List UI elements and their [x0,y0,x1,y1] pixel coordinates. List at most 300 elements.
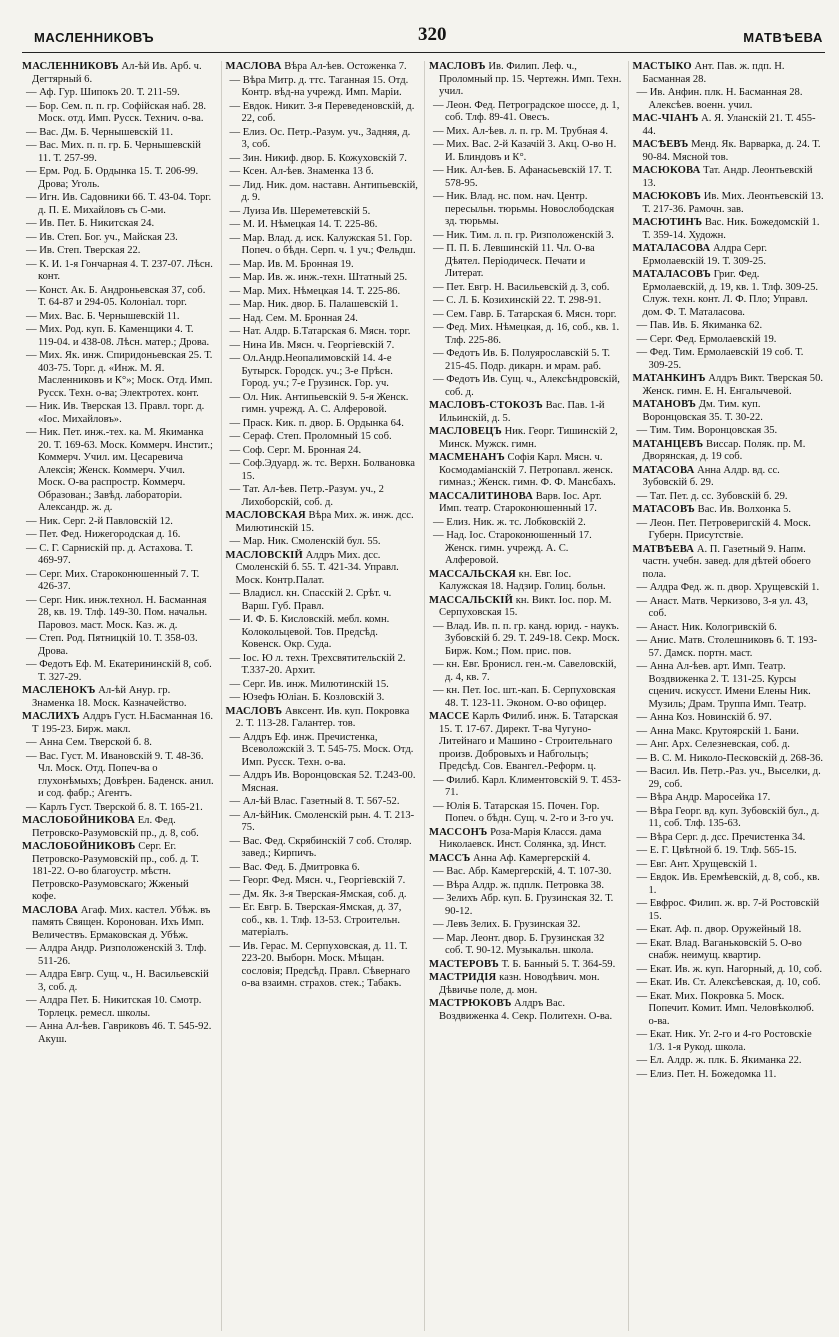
entry-surname: МАТАСОВЪ [632,504,695,515]
directory-entry [22,802,215,815]
directory-entry [226,101,419,126]
directory-entry [429,295,622,308]
directory-entry [226,875,419,888]
entry-text: Анна Коз. Новинскій б. 97. [649,712,772,723]
entry-text: Анна Алдр. вд. сс. Зубовскій б. 29. [642,464,780,488]
entry-text: Ал-ѣй Анур. гр. Знаменка 18. Моск. Казначейство. [32,685,187,709]
entry-surname: МАСЛОВЪ [429,61,486,72]
directory-entry [429,569,622,594]
entry-surname: МАТАСОВА [632,464,695,476]
entry-text: Ив. Филип. Леф. ч., Проломный пр. 15. Чертежн. Имп. Техн. учил. [439,61,622,97]
directory-entry [429,230,622,243]
entry-text: Е. Г. Цвѣтной б. 19. Тлф. 565-15. [649,845,797,856]
directory-entry [633,977,826,990]
directory-entry [226,588,419,613]
directory-entry [429,893,622,918]
entry-text: Мар. Мих. Нѣмецкая 14. Т. 225-86. [242,285,401,297]
directory-entry [226,484,419,509]
entry-text: Влад. Ив. п. п. гр. канд. юрид. - наукъ. Зубовскій б. 29. Т. 249-18. Секр. Моск. Бирж. Ком.; Пом. прис. пов. [445,620,620,657]
entry-surname: МАССОНЪ [429,826,488,838]
directory-entry [633,320,826,333]
directory-entry [226,313,419,326]
directory-entry [22,245,215,258]
entry-text: Софія Карл. Мясн. ч. Космодаміанскій 7. Петропавл. женск. гимназ.; Женск. гимн. Ф. Ф. Мансбахъ. [439,452,616,488]
entry-surname: МАСѢЕВЪ [632,139,689,150]
entry-text: Евфрос. Филип. ж. вр. 7-й Ростовскій 15. [648,898,820,922]
entry-text: Ерм. Род. Б. Ордынка 15. Т. 206-99. Дрова; Уголь. [38,166,199,190]
entry-text: казн. Новодѣвич. мон. Дѣвичье поле, д. мон. [439,972,600,996]
directory-entry [22,259,215,284]
entry-text: Фед. Тим. Ермолаевскій 19 соб. Т. 309-25. [648,347,804,371]
entry-text: Георг. Фед. Мясн. ч., Георгіевскій 7. [242,875,406,886]
directory-entry [226,233,419,258]
directory-entry [226,431,419,444]
entry-text: Вѣра Алдр. ж. пдплк. Петровка 38. [446,879,604,891]
entry-text: Мар. Влад. д. иск. Калужская 51. Гор. Попеч. о бѣдн. Серп. ч. 1 уч.; Фельдш. [241,232,416,256]
directory-entry [429,243,622,281]
directory-entry [429,827,622,852]
entry-text: Вас. Дм. Б. Чернышевскій 11. [39,126,174,138]
entry-text: Вас. Мих. п. п. гр. Б. Чернышевскій 11. Т. 257-99. [38,140,201,164]
entry-text: Ник. Ив. Тверская 13. Правл. торг. д. «Іос. Михайловъ». [38,401,205,425]
directory-entry [633,938,826,963]
entry-text: Вѣра Митр. д. ттс. Таганная 15. Отд. Контр. вѣд-на учрежд. Имп. Маріи. [241,74,409,98]
entry-text: Агаф. Мих. кастел. Убѣж. въ память Священ. Коронован. Ихъ Имп. Величествъ. Ермаковская д. Убѣж. [32,904,211,941]
entry-text: Мар. Ник. Смоленскій бул. 55. [242,536,381,547]
entry-text: кн. Пет. Іос. шт.-кап. Б. Серпуховская 48. Т. 123-11. Эконом. О-во офицер. [445,685,616,709]
entry-text: Вас. Густ. М. Ивановскій 9. Т. 48-36. Чл. Моск. Отд. Попеч-ва о глухонѣмыхъ; Довѣрен. Баденск. анил. и сод. фабр.; Агентъ. [38,750,214,799]
directory-entry [429,919,622,932]
entry-text: Вѣра Серг. д. дсс. Пречистенка 34. [649,831,806,843]
directory-entry [633,991,826,1029]
directory-entry [429,126,622,139]
entry-text: Тат. Андр. Леонтьевскій 13. [642,165,813,189]
entry-text: Мар. Ник. двор. Б. Палашевскій 1. [242,299,399,310]
directory-entry [633,726,826,739]
entry-text: Сераф. Степ. Проломный 15 соб. [242,431,392,442]
directory-entry [226,810,419,835]
directory-entry [226,889,419,902]
entry-text: Ол. Ник. Антипьевскій 9. 5-я Женск. гимн. учрежд. А. С. Алферовой. [241,391,409,415]
directory-entry [22,324,215,349]
directory-entry [22,311,215,324]
directory-entry [633,269,826,319]
entry-text: Леон. Пет. Петроверигскій 4. Моск. Губерн. Присутствіе. [648,517,811,541]
entry-text: Серг. Ник. инж.технол. Н. Басманная 28, кв. 19. Тлф. 149-30. Пом. начальн. Паровоз. маст. Моск. Каз. ж. д. [38,594,208,631]
entry-text: Ник. Ал-ѣев. Б. Афанасьевскій 17. Т. 578-95. [445,165,613,189]
entry-text: Тат. Пет. д. сс. Зубовскій б. 29. [649,490,788,502]
entry-surname: МАСЮКОВА [632,165,701,176]
directory-entry [22,61,215,86]
entry-surname: МАСЮТИНЪ [632,217,703,228]
entry-text: Алдра Фед. ж. п. двор. Хрущевскій 1. [649,582,820,593]
entry-text: Ал-ѣй Влас. Газетный 8. Т. 567-52. [242,796,400,807]
entry-text: Серг. Ег. Петровско-Разумовскій пр., соб. д. Т. 181-22. О-во благоустр. мѣстн. Петровско-Разумовскаго; Жженый кофе. [32,841,199,902]
entry-text: Вас. Фед. Б. Дмитровка 6. [242,861,360,873]
directory-entry [22,529,215,542]
entry-surname: МАС-ЧІАНЪ [632,113,699,124]
directory-entry [429,959,622,972]
column-4 [628,61,826,1331]
entry-surname: МАСЛОВСКАЯ [225,510,306,521]
entry-text: Ксен. Ал-ѣев. Знаменка 13 б. [242,166,374,177]
directory-entry [22,711,215,736]
entry-text: Ник. Георг. Тишинскій 2, Минск. Мужск. гимн. [439,426,618,450]
entry-text: Мар. Ив. М. Бронная 19. [242,258,354,270]
directory-entry [226,166,419,179]
entry-text: Ник. Влад. нс. пом. нач. Центр. пересыльн. тюрьмы. Новослободская зд. тюрьмы. [445,191,615,227]
entry-text: Серг. Мих. Староконюшенный 7. Т. 426-37. [38,568,200,592]
directory-entry [22,633,215,658]
entry-text: Алдръ Еф. инж. Пречистенка, Всеволожскій 3. Т. 545-75. Моск. Отд. Имп. Русск. Техн. о-ва. [241,731,414,768]
directory-entry [633,898,826,923]
entry-text: Евдок. Никит. 3-я Переведеновскій, д. 22, соб. [241,100,415,124]
directory-entry [22,427,215,515]
directory-entry [633,61,826,86]
entry-text: Соф.Эдуард. ж. тс. Верхн. Болвановка 15. [241,458,415,482]
entry-text: Мих. Як. инж. Спиридоньевская 25. Т. 403-75. Торг. д. «Инж. М. Я. Масленниковъ и К°»; Моск. Отд. Имп. Русск. Техн. о-ва; Электротех. конт. [38,350,213,399]
entry-text: Пет. Фед. Нижегородская д. 16. [39,529,181,540]
directory-entry [633,859,826,872]
entry-text: Ник. Тим. л. п. гр. Ризположенскій 3. [446,229,614,241]
entry-text: Ел. Алдр. ж. плк. Б. Якиманка 22. [649,1055,802,1066]
directory-entry [22,543,215,568]
entry-text: Юзефъ Юліан. Б. Козловскій 3. [242,692,385,703]
directory-entry [22,166,215,191]
entry-text: Елиз. Пет. Н. Божедомка 11. [649,1068,777,1080]
directory-entry [429,322,622,347]
entry-text: Іос. Ю л. техн. Трехсвятительскій 2. Т.337-20. Архит. [241,652,406,676]
entry-surname: МАСЛИХЪ [22,711,80,722]
directory-entry [22,659,215,684]
entry-surname: МАСЛОВЪ-СТОКОЗЪ [429,400,543,411]
entry-text: Елиз. Ос. Петр.-Разум. уч., Задняя, д. 3, соб. [241,126,411,150]
entry-text: Владисл. кн. Спасскій 2. Срѣт. ч. Варш. Губ. Правл. [241,588,392,612]
entry-surname: МАСЛЕННИКОВЪ [22,61,119,72]
directory-entry [633,712,826,725]
directory-entry [633,792,826,805]
entry-text: Алдръ Вас. Воздвиженка 4. Секр. Политехн. О-ва. [439,998,613,1022]
directory-entry [429,282,622,295]
directory-entry [226,127,419,152]
directory-entry [226,692,419,705]
entry-text: Анна Сем. Тверской б. 8. [39,737,152,748]
entry-text: Фед. Мих. Нѣмецкая, д. 16, соб., кв. 1. Тлф. 225-86. [445,322,620,346]
directory-entry [226,862,419,875]
directory-entry [429,491,622,516]
entry-text: Алдра Евгр. Сущ. ч., Н. Васильевскій 3, соб. д. [38,969,209,993]
directory-entry [429,517,622,530]
directory-entry [633,191,826,216]
entry-text: кн. Евг. Іос. Калужская 18. Надзир. Голиц. больн. [439,568,606,592]
entry-text: Вѣра Мих. ж. инж. дсс. Милютинскій 15. [235,510,414,534]
directory-entry [429,685,622,710]
running-head-right: МАТВѢЕВА [743,30,823,45]
directory-entry [429,998,622,1023]
directory-entry [226,180,419,205]
entry-surname: МАСМЕНАНЪ [429,452,505,463]
entry-text: Ник. Пет. инж.-тех. ка. М. Якиманка 20. Т. 169-63. Моск. Коммерч. Инстит.; Коммерч. Учил. им. Цесаревича Алексія; Женск. Коммерч. Учил. Моск. О-ва распростр. Коммерч. Образован.; Завѣд. лабораторіи. Александр. ж. д. [38,427,213,513]
page-header [22,18,825,53]
entry-text: Анг. Арх. Селезневская, соб. д. [649,739,790,750]
entry-text: Ант. Пав. ж. пдп. Н. Басманная 28. [642,61,785,85]
entry-text: Леон. Фед. Петроградское шоссе, д. 1, соб. Тлф. 89-41. Овесъ. [445,99,620,123]
directory-entry [633,622,826,635]
entry-text: П. П. Б. Левшинскій 11. Чл. О-ва Дѣятел. Періодическ. Печати и Литерат. [445,243,595,279]
directory-entry [22,101,215,126]
entry-text: С. Г. Сарнискій пр. д. Астахова. Т. 469-97. [38,542,193,566]
directory-entry [226,286,419,299]
directory-entry [22,737,215,750]
directory-entry [429,659,622,684]
directory-entry [22,87,215,100]
entry-text: Анна Аф. Камергерскій 4. [473,852,591,864]
directory-entry [226,550,419,588]
directory-entry [22,815,215,840]
directory-entry [226,75,419,100]
entry-text: А. П. Газетный 9. Напм. частн. учебн. завед. для дѣтей обоего пола. [642,543,811,580]
entry-text: Мих. Вас. 2-й Казачій 3. Акц. О-во Н. И. Блиндовъ и К°. [445,139,617,163]
directory-entry [633,739,826,752]
directory-entry [429,853,622,866]
directory-entry [633,845,826,858]
directory-entry [429,309,622,322]
entry-text: Анаст. Ник. Кологривскій 6. [649,621,777,633]
entry-text: Карлъ Густ. Тверской б. 8. Т. 165-21. [39,801,203,813]
directory-entry [429,100,622,125]
entry-text: Федотъ Ив. Сущ. ч., Алексѣндровскій, соб. д. [445,374,620,398]
entry-text: Алдръ Густ. Н.Басманная 16. Т 195-23. Бирж. макл. [32,711,213,735]
directory-entry [633,544,826,582]
directory-entry [429,165,622,190]
entry-text: Степ. Род. Пятницкій 10. Т. 358-03. Дрова. [38,633,198,657]
column-2 [221,61,419,1331]
entry-surname: МАСЛОБОЙНИКОВА [22,815,136,826]
directory-entry [22,841,215,904]
entry-surname: МАСЛОВА [22,904,79,916]
entry-surname: МАТАНКИНЪ [632,373,706,384]
entry-text: Ол.Андр.Неопалимовскій 14. 4-е Бутырск. Городск. уч.; 3-е Прѣсн. Город. уч.; 7-е Грузинск. Гор. уч. [241,353,393,389]
entry-text: Ив. Герас. М. Серпуховская, д. 11. Т. 223-20. Выборн. Моск. Мѣщан. сословія; Предсѣд. Правл. Сѣвернаго о-ва взаимн. страхов. стек.; Табакъ. [241,940,411,989]
directory-entry [22,569,215,594]
entry-text: Григ. Фед. Ермолаевскій, д. 19, кв. 1. Тлф. 309-25. Служ. техн. конт. Л. Ф. Пло; Управл. дом. Ф. Т. Маталасова. [642,269,819,318]
directory-entry [633,399,826,424]
directory-entry [633,832,826,845]
directory-entry [633,766,826,791]
directory-entry [226,392,419,417]
entry-text: Алдра Пет. Б. Никитская 10. Смотр. Торлецк. ремесл. школы. [38,995,202,1019]
entry-text: Васил. Ив. Петр.-Раз. уч., Выселки, д. 29, соб. [648,766,821,790]
directory-entry [226,272,419,285]
directory-entry [429,801,622,826]
entry-text: Левъ Зелих. Б. Грузинская 32. [446,919,581,930]
directory-entry [226,445,419,458]
directory-entry [633,243,826,268]
directory-entry [226,770,419,795]
entry-surname: МАТАЛАСОВЪ [632,269,711,280]
directory-entry [633,753,826,766]
page-number: 320 [418,24,447,45]
entry-text: Пет. Евгр. Н. Васильевскій д. 3, соб. [446,281,610,293]
directory-entry [429,139,622,164]
entry-text: Екат. Ив. Ст. Алексѣевская, д. 10, соб. [649,977,821,988]
entry-text: Федотъ Ив. Б. Полуярославскій 5. Т. 215-45. Подр. дикарн. и мрам. раб. [445,348,611,372]
directory-entry [22,1021,215,1046]
directory-entry [22,232,215,245]
entry-text: Вѣра Георг. вд. куп. Зубовскій бул., д. 11, соб. Тлф. 135-63. [648,805,820,829]
directory-entry [22,127,215,140]
entry-text: кн. Викт. Іос. пор. М. Серпуховская 15. [439,594,612,618]
directory-entry [226,458,419,483]
directory-entry [226,536,419,549]
entry-text: Алдра Андр. Ризположенскій 3. Тлф. 511-26. [38,943,207,967]
directory-entry [633,334,826,347]
directory-entry [226,836,419,861]
entry-text: Алдръ Мих. дсс. Смоленскій б. 55. Т. 421-34. Управл. Моск. Контр.Палат. [235,549,399,586]
entry-text: Екат. Влад. Ваганьковскій 5. О-во снабж. неимущ. квартир. [648,937,802,961]
entry-text: Мих. Род. куп. Б. Каменщики 4. Т. 119-04. и 438-08. Лѣсн. матер.; Дрова. [38,324,210,348]
entry-surname: МАСЛОВСКІЙ [225,549,303,561]
entry-text: Авксент. Ив. куп. Покровка 2. Т. 113-28. Галантер. тов. [235,705,410,729]
directory-entry [226,219,419,232]
entry-surname: МАССЕ [429,711,470,722]
entry-text: Ал-ѣйНик. Смоленскій рын. 4. Т. 213-75. [241,809,415,833]
directory-entry [633,596,826,621]
directory-entry [633,1069,826,1082]
directory-entry [22,995,215,1020]
entry-text: Алдръ Ив. Воронцовская 52. Т.243-00. Мясная. [241,770,416,794]
entry-surname: МАСТРИДІЯ [429,972,497,983]
entry-text: Вас. Ник. Божедомскій 1. Т. 359-14. Художн. [642,217,820,241]
directory-entry [429,400,622,425]
directory-entry [633,217,826,242]
directory-entry [226,796,419,809]
entry-text: Мих. Вас. Б. Чернышевскій 11. [39,310,180,322]
directory-entry [226,153,419,166]
entry-surname: МАСТЫКО [632,61,692,72]
entry-surname: МАСЛОВЕЦЪ [429,426,502,437]
entry-text: И. Ф. Б. Кисловскій. мебл. комн. Колокольцевой. Тов. Предсѣд. Ковенск. Окр. Суда. [241,614,390,650]
entry-text: Дм. Тим. куп. Воронцовская 35. Т. 30-22. [642,399,763,423]
entry-text: В. С. М. Николо-Песковскій д. 268-36. [649,752,824,764]
directory-entry [22,595,215,633]
directory-entry [226,326,419,339]
entry-surname: МАТАНОВЪ [632,399,697,410]
directory-entry [633,347,826,372]
directory-entry [226,206,419,219]
entry-text: Анис. Матв. Столешниковъ 6. Т. 193-57. Дамск. портн. маст. [648,635,818,659]
directory-entry [633,1029,826,1054]
entry-text: Ал-ѣй Ив. Арб. ч. Дегтярный 6. [32,61,202,85]
entry-text: Зин. Никиф. двор. Б. Кожуховскій 7. [242,152,407,164]
entry-surname: МАСЛЕНОКЪ [22,685,96,696]
directory-entry [429,191,622,229]
directory-entry [22,969,215,994]
entry-text: Анна Макс. Крутоярскій 1. Бани. [649,725,799,737]
directory-entry [22,285,215,310]
entry-text: Виссар. Поляк. пр. М. Дворянская, д. 19 соб. [642,438,806,462]
entry-text: М. И. Нѣмецкая 14. Т. 225-86. [242,219,378,230]
directory-entry [429,933,622,958]
entry-text: Серг. Фед. Ермолаевскій 19. [649,333,777,345]
entry-text: Вѣра Ал-ѣев. Остоженка 7. [284,61,407,72]
entry-text: Дм. Як. 3-я Тверская-Ямская, соб. д. [242,888,407,900]
entry-text: Ел. Фед. Петровско-Разумовскій пр., д. 8, соб. [32,815,199,839]
entry-text: С. Л. Б. Козихинскій 22. Т. 298-91. [446,295,602,306]
entry-surname: МАССАЛЬСКАЯ [429,568,517,580]
directory-entry [22,350,215,400]
entry-surname: МАСЛОВЪ [225,705,283,717]
directory-entry [633,964,826,977]
entry-text: Праск. Кик. п. двор. Б. Ордынка 64. [242,417,404,429]
column-1 [22,61,215,1331]
directory-columns [22,61,825,1331]
directory-entry [22,192,215,217]
directory-entry [226,353,419,391]
entry-text: Игн. Ив. Садовники 66. Т. 43-04. Торг. д. П. Е. Михайловъ съ С-ми. [38,192,212,216]
entry-surname: МАСТЕРОВЪ [429,958,499,970]
entry-text: Филиб. Карл. Климентовскій 9. Т. 453-71. [445,774,621,798]
entry-text: Луиза Ив. Шереметевскій 5. [242,205,371,217]
directory-entry [429,595,622,620]
directory-entry [633,661,826,711]
entry-text: А. Я. Уланскій 21. Т. 455-44. [642,113,816,137]
entry-surname: МАСЛОВА [225,61,282,72]
directory-entry [633,165,826,190]
directory-entry [429,621,622,659]
directory-entry [226,510,419,535]
entry-text: Вас. Абр. Камергерскій, 4. Т. 107-30. [446,866,612,877]
entry-text: Над. Іос. Староконюшенный 17. Женск. гимн. учрежд. А. С. Алферовой. [445,530,592,566]
entry-text: Соф. Серг. М. Бронная 24. [242,444,362,456]
directory-entry [633,139,826,164]
entry-surname: МАСТРЮКОВЪ [429,998,512,1009]
entry-text: Мар. Леонт. двор. Б. Грузинская 32 соб. Т. 90-12. Музыкальн. школа. [445,932,605,956]
entry-text: Тим. Тим. Воронцовская 35. [649,425,778,436]
entry-text: Нина Ив. Мясн. ч. Георгіевскій 7. [242,339,395,351]
directory-entry [22,751,215,801]
directory-entry [226,706,419,731]
directory-entry [633,872,826,897]
entry-text: Федотъ Еф. М. Екатерининскій 8, соб. Т. 327-29. [38,659,212,683]
directory-entry [633,635,826,660]
directory-entry [226,259,419,272]
directory-entry [429,972,622,997]
entry-text: Алдра Серг. Ермолаевскій 19. Т. 309-25. [642,243,767,267]
entry-text: Екат. Мих. Покровка 5. Моск. Попечит. Комит. Имп. Человѣколюб. о-ва. [648,990,815,1027]
entry-text: Нат. Алдр. Б.Татарская 6. Мясн. торг. [242,326,411,337]
entry-text: Евг. Ант. Хрущевскій 1. [649,858,758,870]
entry-text: Пав. Ив. Б. Якиманка 62. [649,320,763,331]
entry-text: Ег. Евгр. Б. Тверская-Ямская, д. 37, соб., кв. 1. Тлф. 13-53. Строительн. матеріалъ. [241,902,402,938]
entry-text: Ник. Серг. 2-й Павловскій 12. [39,515,173,527]
directory-entry [226,679,419,692]
entry-text: Варв. Іос. Арт. Имп. театр. Староконюшенный 17. [439,490,602,514]
entry-text: Вас. Фед. Скрябинскій 7 соб. Столяр. завед.; Кирпичъ. [241,835,412,859]
entry-text: Аф. Гур. Шипокъ 20. Т. 211-59. [39,87,180,98]
directory-entry [226,299,419,312]
entry-surname: МАССЪ [429,852,471,864]
column-3 [424,61,622,1331]
entry-surname: МАТВѢЕВА [632,543,695,555]
directory-entry [22,401,215,426]
entry-text: Анна Ал-ѣев. арт. Имп. Театр. Воздвиженка 2. Т. 131-25. Курсы сценич. искусст. Имени Елены Ник. Музиль; Драм. Труппа Имп. Театр. [648,661,811,710]
entry-text: Зелихъ Абр. куп. Б. Грузинская 32. Т. 90-12. [445,893,614,917]
directory-entry [429,374,622,399]
directory-entry [633,465,826,490]
directory-entry [429,711,622,774]
entry-text: Екат. Ив. ж. куп. Нагорный, д. 10, соб. [649,963,822,975]
